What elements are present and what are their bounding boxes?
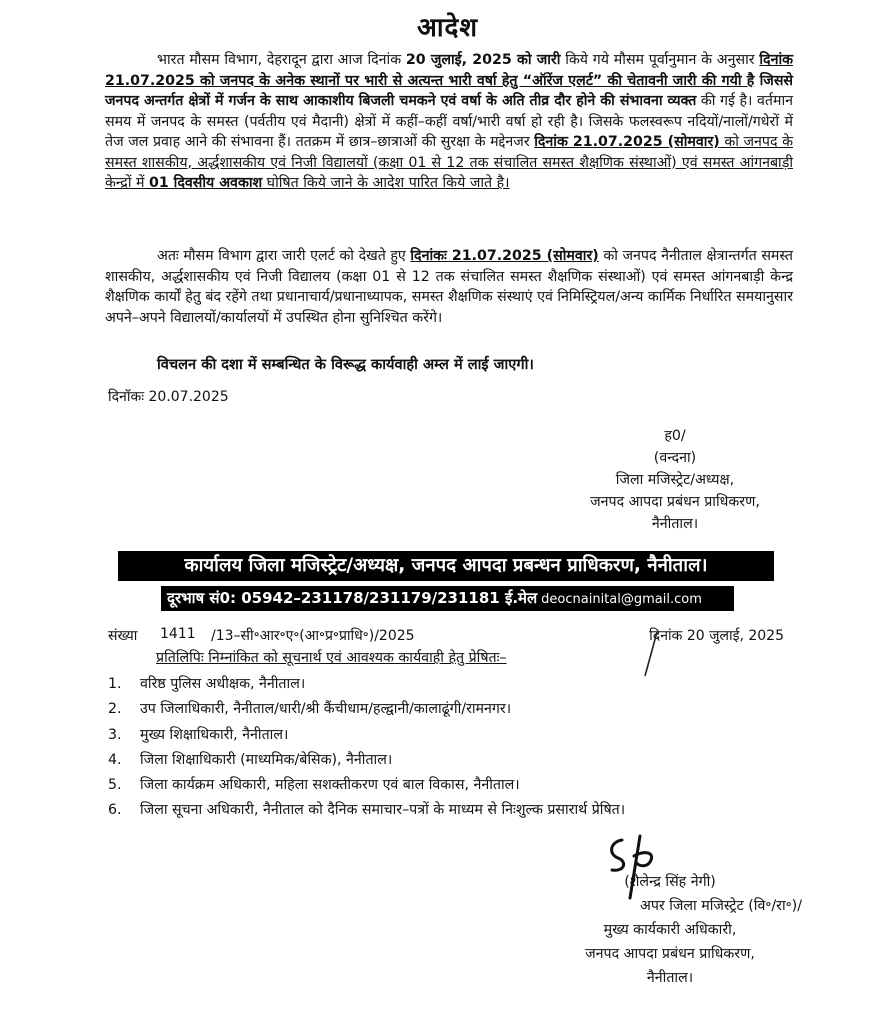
para2-text-2: को जनपद नैनीताल क्षेत्रान्तर्गत समस्त शासकीय, अर्द्धशासकीय एवं निजी विद्यालय (कक्षा 01 से 12 तक संचालित समस्त शैक्षणिक संस्थाओं) एवं समस्त आंगनबाड़ी केन्द्र शैक्षणिक कार्यों हेतु बंद रहेंगे तथा प्रधानाचार्य/प्रधानाध्यापक, समस्त शैक्षणिक संस्थाएं एवं निमिस्ट्रियल/अन्य कार्मिक निर्धारित समयानुसार अपने–अपने विद्यालयों/कार्यालयों में उपस्थित होना सुनिश्चित करेंगे। — [105, 248, 793, 326]
signatory-block-1 — [530, 425, 820, 535]
para2-date: दिनांकः 21.07.2025 (सोमवार) — [410, 248, 599, 264]
reference-number: 1411 — [160, 626, 196, 642]
signatory-authority: जनपद आपदा प्रबंधन प्राधिकरण, — [585, 946, 755, 962]
reference-line — [108, 626, 784, 646]
list-item: 1. वरिष्ठ पुलिस अधीक्षक, नैनीताल। — [108, 676, 306, 692]
signed-mark: ह0/ — [664, 428, 686, 444]
list-item: 3. मुख्य शिक्षाधिकारी, नैनीताल। — [108, 726, 289, 743]
para1-holiday-date: दिनांक 21.07.2025 (सोमवार) — [534, 134, 720, 150]
list-item: 5. जिला कार्यक्रम अधिकारी, महिला सशक्तीकरण एवं बाल विकास, नैनीताल। — [108, 777, 520, 794]
signatory-role: मुख्य कार्यकारी अधिकारी, — [603, 922, 737, 938]
signatory-designation: जिला मजिस्ट्रेट/अध्यक्ष, — [615, 472, 735, 488]
reference-code: /13–सी॰आर॰ए॰(आ॰प्र॰प्राधि॰)/2025 — [211, 628, 415, 644]
signatory-authority: जनपद आपदा प्रबंधन प्राधिकरण, — [590, 494, 760, 510]
signatory-place: नैनीताल। — [651, 516, 699, 532]
para1-text-2: किये गये मौसम पूर्वानुमान के अनुसार — [560, 52, 760, 68]
reference-date: दिनांक 20 जुलाई, 2025 — [649, 628, 784, 644]
para1-holiday: 01 दिवसीय अवकाश — [149, 175, 263, 191]
document-title: आदेश — [416, 13, 479, 43]
list-item: 6. जिला सूचना अधिकारी, नैनीताल को दैनिक समाचार–पत्रों के माध्यम से निःशुल्क प्रसारार्थ प्रेषित। — [108, 802, 626, 819]
signatory-name: (वन्दना) — [653, 450, 697, 466]
para2-text-1: अतः मौसम विभाग द्वारा जारी एलर्ट को देखते हुए — [157, 248, 411, 264]
phone-numbers: दूरभाष सं0: 05942–231178/231179/231181 ई.मेल — [167, 589, 538, 607]
para1-text-4: घोषित किये जाने के आदेश पारित किये जाते है। — [262, 175, 510, 191]
order-paragraph-1 — [105, 50, 793, 194]
para1-text-3: की गई है। वर्तमान समय में जनपद के समस्त (पर्वतीय एवं मैदानी) क्षेत्रों में कहीं–कहीं वर्षा/भारी वर्षा हो रही है। जिसके फलस्वरूप नदियों/नालों/गधेरों में तेज जल प्रवाह आने की संभावना हैं। ततक्रम में छात्र–छात्राओं की सुरक्षा के मद्देनजर — [105, 93, 794, 150]
order-paragraph-3: विचलन की दशा में सम्बन्धित के विरूद्ध कार्यवाही अम्ल में लाई जाएगी। — [157, 356, 534, 373]
reference-label: संख्या — [108, 628, 138, 644]
signatory-designation: अपर जिला मजिस्ट्रेट (वि॰/रा॰)/ — [640, 898, 802, 914]
order-paragraph-2 — [105, 246, 793, 328]
para1-institutions: को जनपद के समस्त शासकीय, अर्द्धशासकीय एवं निजी विद्यालयों (कक्षा 01 से 12 तक संचालित समस्त शैक्षणिक संस्थाओं) एवं समस्त आंगनबाड़ी केन्द्रों में — [105, 134, 793, 191]
recipient-list — [108, 674, 808, 826]
copy-heading: प्रतिलिपिः निम्नांकित को सूचनार्थ एवं आवश्यक कार्यवाही हेतु प्रेषितः– — [156, 650, 507, 666]
email-address: deocnainital@gmail.com — [541, 592, 702, 607]
signatory-block-2 — [520, 870, 820, 990]
para1-text-1: भारत मौसम विभाग, देहरादून द्वारा आज दिनांक — [157, 52, 406, 68]
signatory-place: नैनीताल। — [646, 970, 694, 986]
list-item: 4. जिला शिक्षाधिकारी (माध्यमिक/बेसिक), नैनीताल। — [108, 751, 393, 768]
list-item: 2. उप जिलाधिकारी, नैनीताल/धारी/श्री कैंचीधाम/हल्द्वानी/कालाढूंगी/रामनगर। — [108, 701, 512, 718]
signatory-name: (शैलेन्द्र सिंह नेगी) — [624, 874, 716, 890]
pen-tick-mark — [635, 630, 665, 680]
para1-orange-alert: दिनांक 21.07.2025 को जनपद के अनेक स्थानों पर भारी से अत्यन्त भारी वर्षा हेतु “ऑरेंज एलर्ट” की चेतावनी जारी की गयी है — [105, 52, 794, 89]
contact-banner — [161, 586, 734, 611]
para1-thunder-warning: जिससे जनपद अन्तर्गत क्षेत्रों में गर्जन के साथ आकाशीय बिजली चमकने एवं वर्षा के अति तीव्र दौर होने की संभावना व्यक्त — [105, 72, 793, 109]
office-banner: कार्यालय जिला मजिस्ट्रेट/अध्यक्ष, जनपद आपदा प्रबन्धन प्राधिकरण, नैनीताल। — [118, 551, 774, 581]
para1-bold-date: 20 जुलाई, 2025 को जारी — [405, 52, 561, 68]
order-date: दिनॉकः 20.07.2025 — [108, 389, 229, 405]
